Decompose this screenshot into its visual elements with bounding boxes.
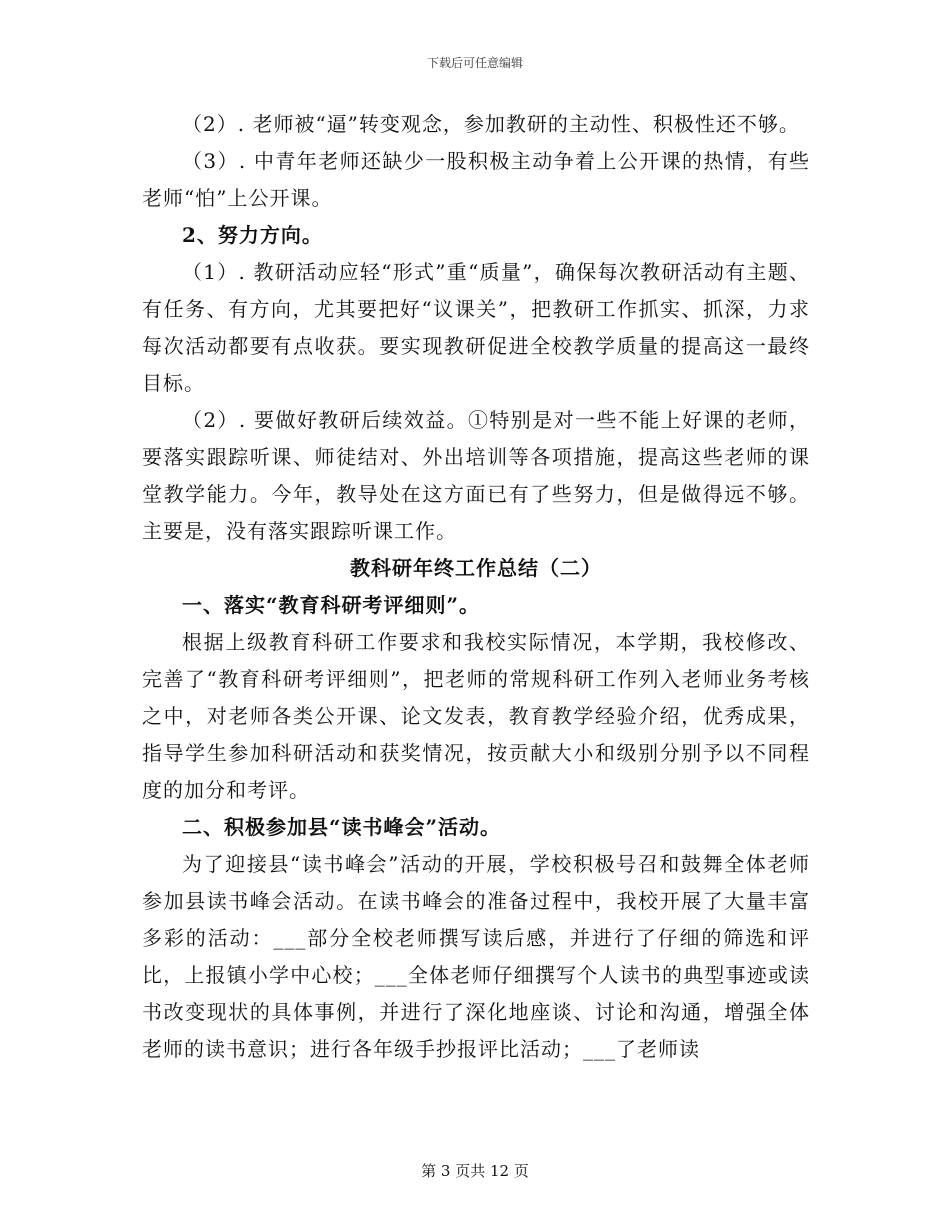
page-footer: 第 3 页共 12 页 [421, 1162, 529, 1180]
section-heading-2: 二、积极参加县“读书峰会”活动。 [182, 815, 502, 839]
paragraph-2: （2）. 老师被“逼”转变观念，参加教研的主动性、积极性还不够。 [182, 112, 800, 136]
section-heading-1: 一、落实“教育科研考评细则”。 [182, 593, 481, 617]
paragraph-section-2: 为了迎接县“读书峰会”活动的开展，学校积极号召和鼓舞全体老师参加县读书峰会活动。在读书峰会的准备过程中，我校开展了大量丰富多彩的活动：___部分全校老师撰写读后感，并进行了仔细的筛选和评比，上报镇小学中心校；___全体老师仔细撰写个人读书的典型事迹或读书改变现状的具体事例，并进行了深化地座谈、讨论和沟通，增强全体老师的读书意识；进行各年级手抄报评比活动；___了老师读 [142, 852, 810, 1061]
paragraph-direction-2: （2）. 要做好教研后续效益。①特别是对一些不能上好课的老师，要落实跟踪听课、师徒结对、外出培训等各项措施，提高这些老师的课堂教学能力。今年，教导处在这方面已有了些努力，但是做得远不够。主要是，没有落实跟踪听课工作。 [142, 408, 810, 543]
document-body [142, 106, 810, 1068]
section-heading-direction: 2、努力方向。 [182, 223, 323, 247]
paragraph-direction-1: （1）. 教研活动应轻“形式”重“质量”，确保每次教研活动有主题、有任务、有方向，尤其要把好“议课关”，把教研工作抓实、抓深，力求每次活动都要有点收获。要实现教研促进全校教学质量的提高这一最终目标。 [142, 260, 810, 395]
paragraph-section-1: 根据上级教育科研工作要求和我校实际情况，本学期，我校修改、完善了“教育科研考评细则”，把老师的常规科研工作列入老师业务考核之中，对老师各类公开课、论文发表，教育教学经验介绍，优秀成果，指导学生参加科研活动和获奖情况，按贡献大小和级别分别予以不同程度的加分和考评。 [142, 630, 810, 802]
document-title: 教科研年终工作总结（二） [350, 556, 602, 580]
page-header: 下载后可任意编辑 [426, 56, 523, 70]
paragraph-3: （3）. 中青年老师还缺少一股积极主动争着上公开课的热情，有些老师“怕”上公开课。 [142, 149, 810, 210]
